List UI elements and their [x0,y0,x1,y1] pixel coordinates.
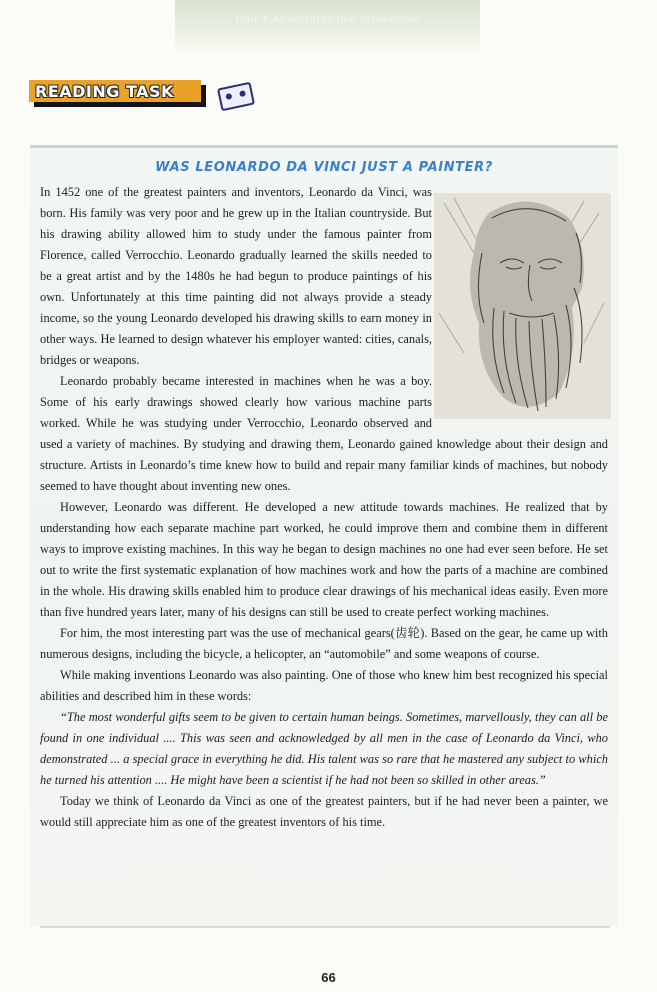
article-paragraph: For him, the most interesting part was the use of mechanical gears(齿轮). Based on the gear, he came up with numerous designs, including the bicycle, a helicopter, an “automobile” and some weapons of course. [40,626,608,661]
unit-caption: Unit 4 Adventures in a prosperous [235,14,420,25]
article-paragraph: Leonardo probably became interested in machines when he was a boy. Some of his early drawings showed clearly how various machine parts worked. While he was studying under Verrocchio, Leonardo observed and used a variety of machines. By studying and drawing them, Leonardo gained knowledge about their design and structure. Artists in Leonardo’s time knew how to build and repair many familiar kinds of machines, but nobody seemed to have thought about inventing new ones. [40,374,608,493]
header-band [175,0,480,58]
article-quote: “The most wonderful gifts seem to be given to certain human beings. Sometimes, marvellously, they can all be found in one individual .... This was seen and acknowledged by all men in the case of Leonardo da Vinci, who demonstrated ... a special grace in everything he did. His talent was so rare that he mastered any subject to which he turned his attention .... He might have been a scientist if he had not been so skilled in other areas.” [40,710,608,787]
article-paragraph: While making inventions Leonardo was also painting. One of those who knew him best recognized his special abilities and described him in these words: [40,668,608,703]
section-tag-label: READING TASK [35,82,174,101]
article-title: WAS LEONARDO DA VINCI JUST A PAINTER? [155,160,493,175]
panel-bottom-rule [40,926,610,928]
article-body [40,182,608,833]
cassette-tape-icon[interactable] [217,82,255,112]
article-paragraph: Today we think of Leonardo da Vinci as one of the greatest painters, but if he had never been a painter, we would still appreciate him as one of the greatest inventors of his time. [40,794,608,829]
article-paragraph: However, Leonardo was different. He developed a new attitude towards machines. He realized that by understanding how each separate machine part worked, he could improve them and combine them in different ways to improve existing machines. In this way he began to design machines no one had ever seen before. He set out to write the first systematic explanation of how machines work and how the parts of a machine are combined in the whole. His drawing skills enabled him to produce clear drawings of his mechanical ideas easily. Even more than five hundred years later, many of his designs can still be used to create perfect working machines. [40,500,608,619]
page-number: 66 [321,970,336,985]
portrait-float-spacer [432,182,608,414]
section-tag [29,80,201,102]
article-paragraph: In 1452 one of the greatest painters and inventors, Leonardo da Vinci, was born. His family was very poor and he grew up in the Italian countryside. But his drawing ability allowed him to study under the famous painter from Florence, called Verrocchio. Leonardo gradually learned the skills needed to be a great artist and by the 1480s he had begun to produce paintings of his own. Unfortunately at this time painting did not always provide a steady income, so the young Leonardo developed his drawing skills to earn money in other ways. He learned to design whatever his employer wanted: cities, canals, bridges or weapons. [40,185,432,367]
